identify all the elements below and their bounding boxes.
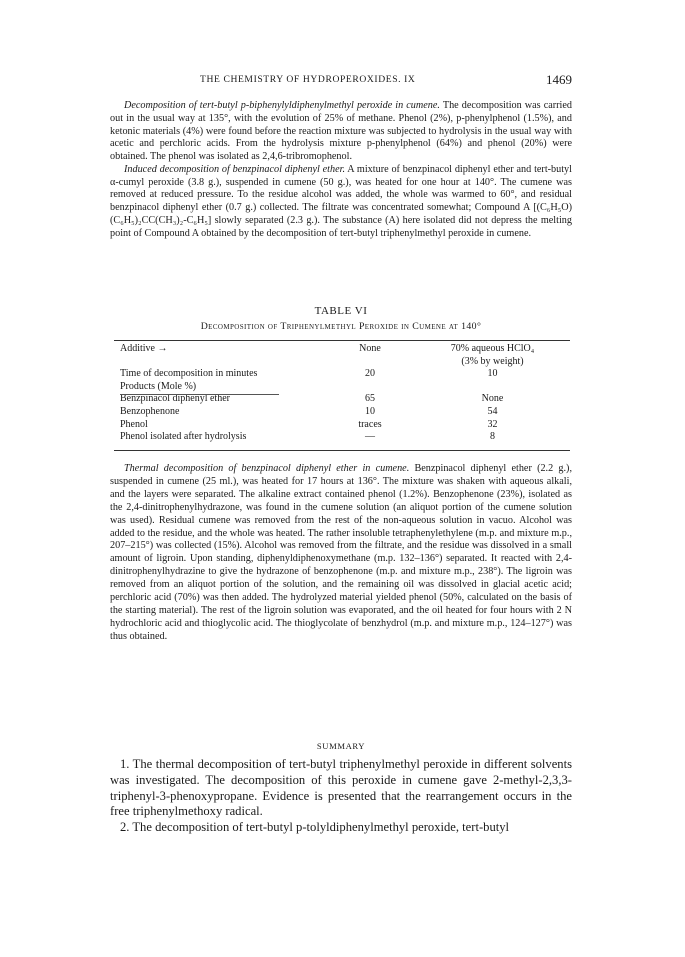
paragraph-lead: Thermal decomposition of benzpinacol diphenyl ether in cumene. — [124, 463, 410, 474]
table-cell-acid: 54 — [487, 405, 498, 417]
thermal-paragraph — [110, 463, 572, 644]
table-bottom-rule — [114, 450, 570, 451]
table-header-acid — [415, 343, 570, 368]
table-cell-label: Benzophenone — [120, 405, 180, 417]
table-header-acid-line2: (3% by weight) — [461, 355, 524, 367]
paragraph-biphenylyl — [110, 100, 572, 164]
table-header-additive: Additive → — [120, 343, 168, 354]
table-cell-acid: 10 — [487, 368, 498, 380]
table-row-products-heading — [114, 381, 570, 394]
table-cell-label: Phenol — [120, 418, 148, 430]
paragraph-text: Benzpinacol diphenyl ether (2.2 g.), suspended in cumene (25 ml.), was heated for 17 hours at 136°. The mixture was shaken with aqueous alkali, and the layers were separated. The alkaline extract contained phenol (1.2%). Benzophenone (23%), isolated as the 2,4-dinitrophenylhydrazone, was found in the cumene solution (an aliquot portion of the cumene solution was used). Residual cumene was removed from the rest of the non-aqueous solution in vacuo. Alcohol was added to the residue, and the whole was heated. The rather insoluble tetraphenylethylene (m.p. and mixture m.p., 207–215°) was collected (15%). Alcohol was removed from the filtrate, and the residue was dissolved in a small amount of ligroin. Upon standing, diphenyldiphenoxymethane (m.p. 132–136°) separated. It reacted with 2,4-dinitrophenylhydrazine to give the hydrazone of benzophenone (m.p. and mixture m.p., 238°). The ligroin was removed from an aliquot portion of the solution, and the remaining oil was dissolved in glacial acetic acid; perchloric acid (70%) was then added. The hydrolyzed material yielded phenol (50%, calculated on the basis of the starting material). The rest of the ligroin solution was evaporated, and the oil heated for four hours with 2 N hydrochloric acid and thioglycolic acid. The thioglycolate of benzhydrol (m.p. and mixture m.p., 124–127°) was thus obtained. — [110, 463, 572, 642]
table-header-row — [114, 343, 570, 368]
summary-heading: SUMMARY — [316, 741, 366, 751]
table-cell-label: Phenol isolated after hydrolysis — [120, 431, 247, 443]
summary-item: 2. The decomposition of tert-butyl p-tolyldiphenylmethyl peroxide, tert-butyl — [120, 820, 510, 835]
products-underline — [120, 394, 279, 395]
table-cell-none: traces — [358, 418, 382, 430]
table-cell-acid: None — [481, 393, 504, 405]
running-header — [110, 72, 572, 90]
table-row — [114, 406, 570, 419]
table-row — [114, 393, 570, 406]
paragraph-lead: Decomposition of tert-butyl p-biphenylyldiphenylmethyl peroxide in cumene. — [124, 100, 440, 111]
table-cell-none: 10 — [365, 405, 375, 417]
table-cell-none: 20 — [365, 368, 375, 380]
table-cell-none: 65 — [365, 393, 375, 405]
table-cell-label: Benzpinacol diphenyl ether — [120, 393, 230, 405]
table-caption: Decomposition of Triphenylmethyl Peroxide in Cumene at 140° — [200, 321, 482, 332]
table-row-time — [114, 368, 570, 381]
intro-paragraphs — [110, 100, 572, 240]
table-cell-label: Time of decomposition in minutes — [120, 368, 258, 380]
table-products-label: Products (Mole %) — [120, 380, 197, 392]
table-header-acid-line1: 70% aqueous HClO₄ — [450, 343, 535, 354]
table-cell-acid: 8 — [490, 431, 495, 443]
paragraph-text: The decomposition was carried out in the usual way at 135°, with the evolution of 25% of methane. Phenol (2%), p-phenylphenol (1.5%), and ketonic materials (4%) were found before the reaction mixture was subjected to hydrolysis in the usual way with acetic and perchloric acids. From the hydrolysis mixture p-phenylphenol (64%) and phenol (20%) were obtained. The phenol was isolated as 2,4,6-tribromophenol. — [110, 100, 572, 162]
page-number: 1469 — [546, 72, 572, 87]
table-top-rule — [114, 340, 570, 341]
running-title: THE CHEMISTRY OF HYDROPEROXIDES. IX — [200, 74, 416, 85]
paragraph-lead: Induced decomposition of benzpinacol diphenyl ether. — [124, 163, 346, 175]
table-label: TABLE VI — [314, 305, 368, 317]
paragraph-induced — [110, 164, 572, 241]
summary-list — [110, 757, 572, 836]
table-row — [114, 431, 570, 444]
table-cell-acid: 32 — [487, 418, 498, 430]
table-header-none: None — [359, 343, 381, 354]
table-cell-none: — — [365, 431, 375, 443]
table-row — [114, 419, 570, 432]
summary-item: 1. The thermal decomposition of tert-butyl triphenylmethyl peroxide in different solvents was investigated. The decomposition of this peroxide in cumene gave 2-methyl-2,3,3-triphenyl-3-phenoxypropane. Evidence is presented that the rearrangement occurs in the free triphenylmethoxy radical. — [110, 757, 572, 819]
paragraph-thermal — [110, 463, 572, 644]
paragraph-text: A mixture of benzpinacol diphenyl ether and tert-butyl α-cumyl peroxide (3.8 g.), suspended in cumene (50 g.), was heated for one hour at 140°. The cumene was removed at reduced pressure. To the residue alcohol was added, the whole was warmed to 60°, and residual benzpinacol diphenyl ether (0.7 g.) collected. The filtrate was concentrated somewhat; Compound A [(C₆H₅O)(C₆H₅)₂CC(CH₃)₂-C₆H₅] slowly separated (2.3 g.). The substance (A) here isolated did not depress the melting point of Compound A obtained by the decomposition of tert-butyl triphenylmethyl peroxide in cumene. — [110, 163, 572, 239]
